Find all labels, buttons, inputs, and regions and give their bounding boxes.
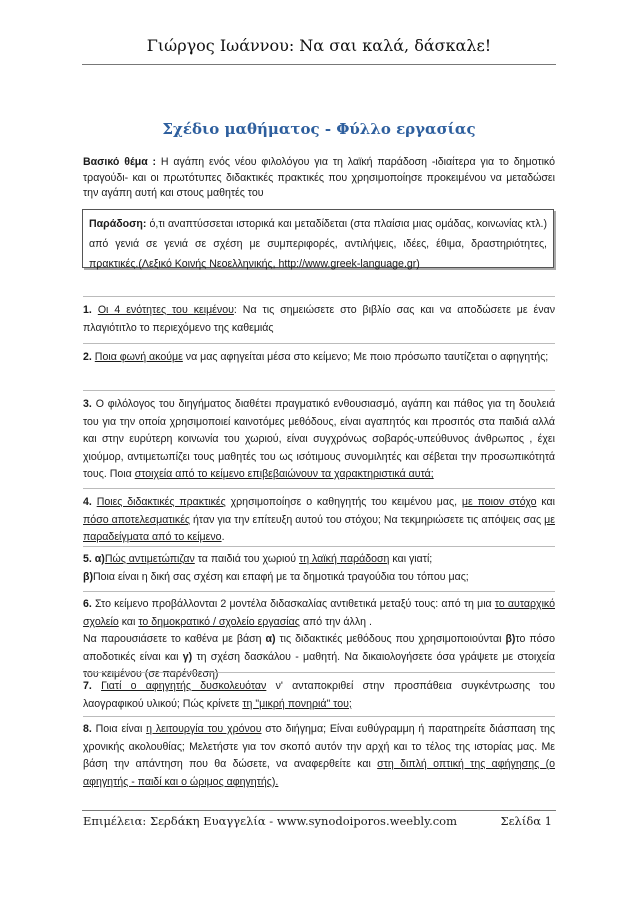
question-number: 7. [83, 680, 92, 692]
question-8 [83, 721, 555, 791]
question-number: β) [83, 570, 93, 583]
question-text: να μας αφηγείται μέσα στο κείμενο; Με ποιο πρόσωπο ταυτίζεται ο αφηγητής; [182, 351, 549, 363]
question-marker: α) [265, 633, 276, 645]
question-line [83, 631, 555, 684]
question-highlight: πόσο αποτελεσματικές [83, 513, 191, 526]
question-highlight: Γιατί ο αφηγητής δυσκολευόταν [101, 680, 267, 692]
question-text: Ποια είναι [91, 723, 147, 735]
question-marker: β) [505, 633, 516, 645]
basic-theme-text: Η αγάπη ενός νέου φιλολόγου για τη λαϊκή παράδοση -ιδιαίτερα για το δημοτικό τραγούδι- και οι πρωτότυπες διδακτικές πρακτικές που χρησιμοποίησε προκειμένου να μεταδώσει την αγάπη αυτή και στους μαθητές του [83, 156, 555, 199]
question-highlight: με ποιον στόχο [461, 496, 537, 508]
question-number: 6. [83, 598, 92, 610]
question-highlight: τη "μικρή πονηριά" του; [242, 697, 352, 710]
question-text: Να παρουσιάσετε το καθένα με βάση [83, 633, 266, 645]
question-7 [83, 678, 555, 713]
question-highlight: τη λαϊκή παράδοση [299, 553, 390, 565]
divider [83, 296, 555, 297]
question-highlight: με παραδείγματα από το κείμενο [83, 513, 555, 543]
question-highlight: το αυταρχικό σχολείο [83, 598, 555, 628]
question-line [83, 569, 555, 587]
question-highlight: Ποιες διδακτικές πρακτικές [96, 496, 226, 508]
question-text: τα παιδιά του χωριού [194, 553, 300, 565]
question-line [83, 596, 555, 631]
footer-divider [82, 810, 556, 811]
question-text: : Να τις σημειώσετε στο βιβλίο σας και να αποδώσετε με έναν πλαγιότιτλο το περιεχόμενο της καθεμιάς [83, 304, 556, 334]
divider [83, 591, 555, 592]
question-3 [83, 396, 555, 484]
divider [83, 672, 555, 673]
question-highlight: στη διπλή οπτική της αφήγησης (ο αφηγητής - παιδί και ο ώριμος αφηγητής). [83, 758, 555, 788]
question-text: στο διήγημα; Είναι ευθύγραμμη ή παρατηρείτε διάσπαση της χρονικής ακολουθίας; Μελετήστε για τον σκοπό αυτόν την αρχή και το τέλος της ιστορίας μας. Με βάση την απάντηση που θα δώσετε, να αναφερθείτε και [83, 723, 556, 770]
definition-box [82, 209, 554, 268]
question-4 [83, 494, 555, 547]
question-text: το πόσο αποδοτικές είναι και [83, 633, 555, 663]
question-highlight: στοιχεία από το κείμενο επιβεβαιώνουν τα χαρακτηριστικά αυτά; [134, 468, 434, 480]
divider [83, 716, 555, 717]
question-text: Ο φιλόλογος του διηγήματος διαθέτει πραγματικό ενθουσιασμό, αγάπη και πάθος για τη δουλειά του για την οποία χρησιμοποιεί καινοτόμες μεθόδους, είναι αγαπητός και προσιτός στα παιδιά αλλά και στην ευρύτερη κοινωνία του χωριού, είναι συγχρόνως σοβαρός-υπεύθυνος άνθρωπος , έχει χιούμορ, αντιμετωπίζει τους μαθητές του ως ισότιμους συνομιλητές και σέβεται την προσωπικότητά τους. Ποια [83, 398, 555, 480]
question-text: και [536, 496, 555, 508]
divider [83, 546, 555, 547]
question-number: 3. [83, 398, 92, 410]
question-highlight: Ποια φωνή ακούμε [94, 351, 183, 363]
basic-theme-label: Βασικό θέμα : [83, 156, 157, 168]
question-2 [83, 349, 555, 367]
definition-text: ό,τι αναπτύσσεται ιστορικά και μεταδίδεται (στα πλαίσια μιας ομάδας, κοινωνίας κτλ.) από γενιά σε γενιά σε σχέση με συμπεριφορές, αντιλήψεις, ιδέες, έθιμα, δραστηριότητες, πρακτικές.(Λεξικό Κοινής Νεοελληνικής, http://www.greek-language.gr) [89, 218, 547, 270]
page-number: Σελίδα 1 [500, 814, 552, 828]
header-title: Γιώργος Ιωάννου: Να σαι καλά, δάσκαλε! [146, 36, 492, 55]
definition-label: Παράδοση: [89, 218, 147, 230]
question-highlight: το δημοκρατικό / σχολείο εργασίας [138, 615, 300, 628]
question-6 [83, 596, 555, 684]
question-5 [83, 551, 555, 586]
question-highlight: Πώς αντιμετώπιζαν [104, 553, 195, 565]
question-text: Στο κείμενο προβάλλονται 2 μοντέλα διδασκαλίας αντιθετικά μεταξύ τους: από τη μια [91, 598, 495, 610]
question-number: 1. [83, 304, 92, 316]
footer-credit: Επιμέλεια: Σερδάκη Ευαγγελία - www.synodoiporos.weebly.com [83, 814, 457, 828]
question-number: 5. α) [83, 553, 105, 565]
question-1 [83, 302, 555, 337]
question-text: τις διδακτικές μεθόδους που χρησιμοποιούνται [275, 633, 506, 645]
question-text: Ποια είναι η δική σας σχέση και επαφή με τα δημοτικά τραγούδια του τόπου μας; [93, 570, 469, 583]
question-marker: γ) [182, 650, 193, 663]
divider [83, 390, 555, 391]
question-text: χρησιμοποίησε ο καθηγητής του κειμένου μας, [225, 496, 462, 508]
question-number: 2. [83, 351, 92, 363]
basic-theme-paragraph [83, 155, 555, 202]
question-text: ν' ανταποκριθεί στην προσπάθεια συγκέντρωσης του λαογραφικού υλικού; Πώς κρίνετε [83, 680, 555, 710]
question-text: ήταν για την επίτευξη αυτού του στόχου; Να τεκμηριώσετε τις απόψεις σας [190, 513, 545, 526]
question-highlight: Οι 4 ενότητες του κειμένου [97, 304, 234, 316]
question-text: . [221, 531, 225, 543]
question-text: από την άλλη . [299, 615, 372, 628]
question-text: τη σχέση δασκάλου - μαθητή. Να δικαιολογήσετε όσα γράψετε με στοιχεία του κειμένου (σε παρένθεση) [83, 650, 555, 680]
divider [83, 343, 555, 344]
question-number: 8. [83, 723, 92, 735]
question-line [83, 551, 555, 569]
question-text: και γιατί; [389, 553, 433, 565]
divider [83, 488, 555, 489]
header-divider [82, 64, 556, 65]
question-highlight: η λειτουργία του χρόνου [146, 723, 262, 735]
question-text: και [118, 615, 139, 628]
question-number: 4. [83, 496, 92, 508]
document-title: Σχέδιο μαθήματος - Φύλλο εργασίας [162, 120, 476, 138]
